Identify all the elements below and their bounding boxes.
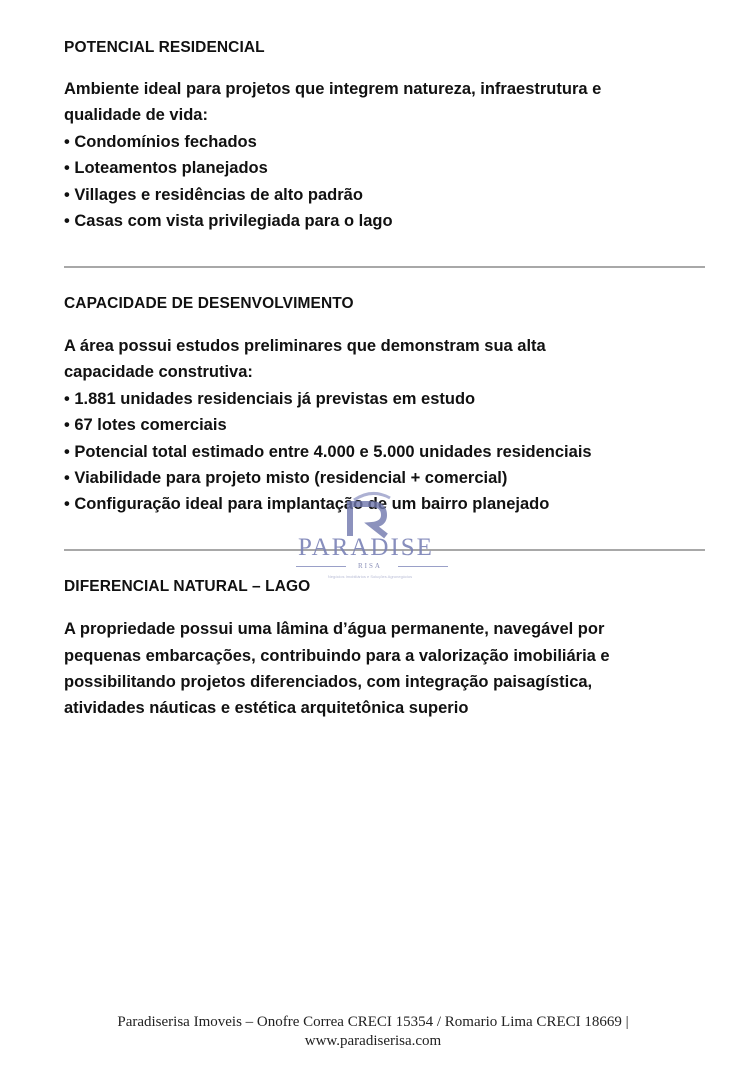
section-paragraph-line: pequenas embarcações, contribuindo para a valorização imobiliária e <box>64 647 610 665</box>
list-item: • Condomínios fechados <box>64 133 257 151</box>
section-intro-line: A área possui estudos preliminares que demonstram sua alta <box>64 337 546 355</box>
section-heading-capacidade: CAPACIDADE DE DESENVOLVIMENTO <box>64 295 354 312</box>
footer-website-link[interactable]: www.paradiserisa.com <box>304 1033 442 1049</box>
section-intro-line: Ambiente ideal para projetos que integrem natureza, infraestrutura e <box>64 80 602 98</box>
list-item: • Villages e residências de alto padrão <box>64 186 363 204</box>
list-item: • Loteamentos planejados <box>64 159 268 177</box>
section-paragraph-line: atividades náuticas e estética arquitetônica superio <box>64 699 469 717</box>
list-item: • 1.881 unidades residenciais já previstas em estudo <box>64 390 476 408</box>
watermark-line-right <box>398 566 448 567</box>
watermark-tagline: Negócios Imobiliários e Soluções Agronegócios <box>327 574 413 579</box>
footer-line-credits: Paradiserisa Imoveis – Onofre Correa CRECI 15354 / Romario Lima CRECI 18669 | <box>117 1014 629 1030</box>
list-item: • Viabilidade para projeto misto (residencial + comercial) <box>64 469 508 487</box>
list-item: • Potencial total estimado entre 4.000 e 5.000 unidades residenciais <box>64 443 592 461</box>
section-heading-diferencial-natural: DIFERENCIAL NATURAL – LAGO <box>64 578 311 595</box>
list-item: • Casas com vista privilegiada para o lago <box>64 212 393 230</box>
list-item: • 67 lotes comerciais <box>64 416 227 434</box>
section-paragraph-line: A propriedade possui uma lâmina d’água permanente, navegável por <box>64 620 605 638</box>
watermark-brand: PARADISE <box>298 534 434 561</box>
section-intro-line: qualidade de vida: <box>64 106 208 124</box>
section-paragraph-line: possibilitando projetos diferenciados, com integração paisagística, <box>64 673 593 691</box>
section-intro-line: capacidade construtiva: <box>64 363 253 381</box>
watermark-sub: RISA <box>358 562 382 570</box>
page-footer <box>0 1013 746 1051</box>
section-divider <box>64 266 705 268</box>
section-divider <box>64 549 705 551</box>
watermark-line-left <box>296 566 346 567</box>
list-item: • Configuração ideal para implantação de um bairro planejado <box>64 495 550 513</box>
section-heading-potencial-residencial: POTENCIAL RESIDENCIAL <box>64 39 265 56</box>
